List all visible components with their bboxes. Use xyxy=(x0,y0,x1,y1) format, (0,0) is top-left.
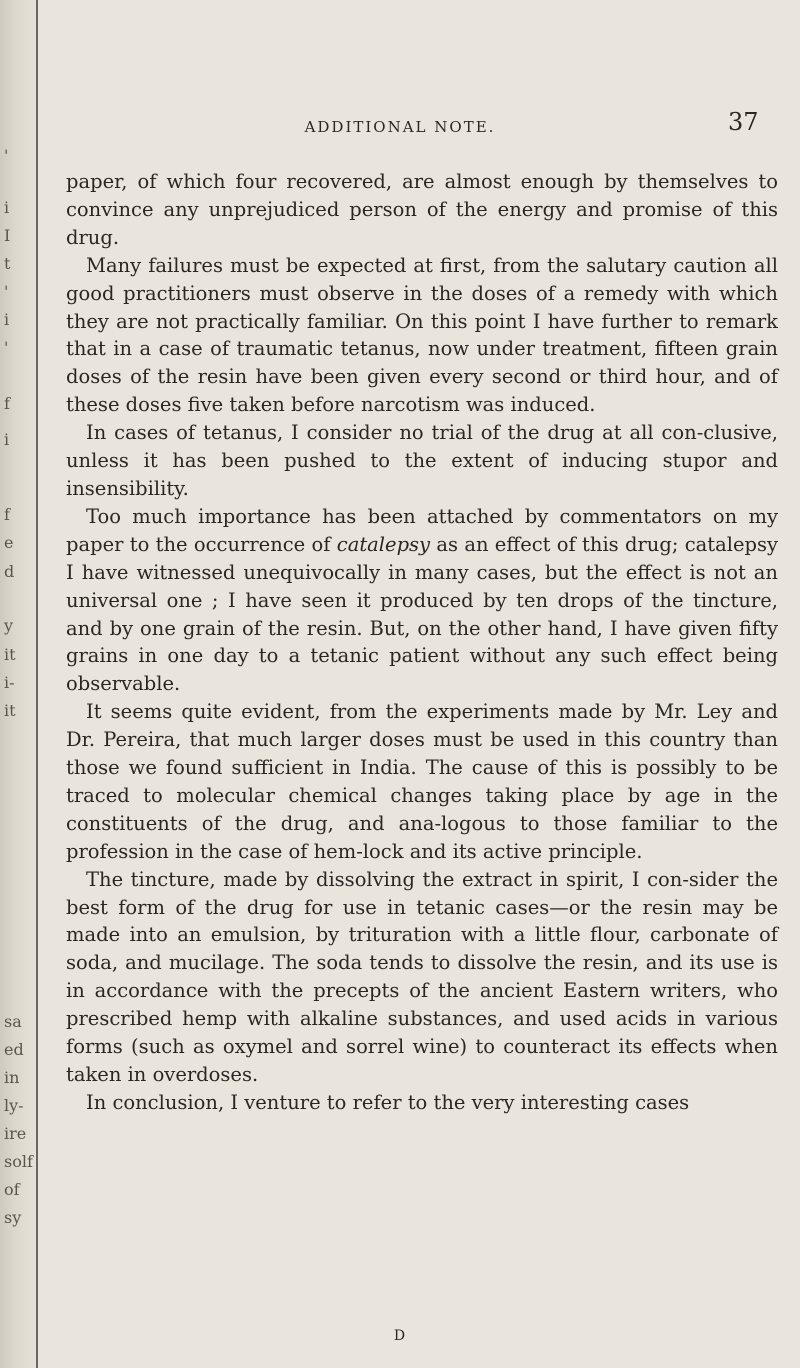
margin-fragment: t xyxy=(4,254,11,273)
margin-fragment: ed xyxy=(4,1040,24,1059)
running-title: ADDITIONAL NOTE. xyxy=(304,118,496,136)
margin-fragment: I xyxy=(4,226,11,245)
paragraph xyxy=(66,503,778,698)
margin-fragment: ire xyxy=(4,1124,27,1143)
binding-edge xyxy=(36,0,38,1368)
margin-fragment: solf xyxy=(4,1152,33,1171)
paragraph-text: Too much importance has been attached by commentators on my paper to the occurrence of xyxy=(66,504,778,556)
margin-fragment: e xyxy=(4,533,14,552)
margin-fragment: sy xyxy=(4,1208,22,1227)
paragraph-text: as an effect of this drug; catalepsy I have witnessed unequivocally in many cases, but the effect is not an universal one ; I have seen it produced by ten drops of the tincture, and by one grain of the resin. But, on the other hand, I have given fifty grains in one day to a tetanic patient without any such effect being observable. xyxy=(66,532,778,696)
margin-fragment: f xyxy=(4,505,10,524)
margin-fragment: of xyxy=(4,1180,20,1199)
margin-fragment: i xyxy=(4,198,10,217)
margin-fragment: sa xyxy=(4,1012,22,1031)
margin-fragment: in xyxy=(4,1068,20,1087)
margin-fragment: d xyxy=(4,562,15,581)
paragraph: The tincture, made by dissolving the extract in spirit, I con-sider the best form of the drug for use in tetanic cases—or the resin may be made into an emulsion, by trituration with a little flour, carbonate of soda, and mucilage. The soda tends to dissolve the resin, and its use is in accordance with the precepts of the ancient Eastern writers, who prescribed hemp with alkaline substances, and used acids in various forms (such as oxymel and sorrel wine) to counteract its effects when taken in overdoses. xyxy=(66,867,778,1086)
paragraph: Many failures must be expected at first, from the salutary caution all good practitioners must observe in the doses of a remedy with which they are not practically familiar. On this point I have further to remark that in a case of traumatic tetanus, now under treatment, fifteen grain doses of the resin have been given every second or third hour, and of these doses five taken before narcotism was induced. xyxy=(66,253,778,417)
margin-fragment: it xyxy=(4,701,16,720)
emphasis-catalepsy: catalepsy xyxy=(336,532,431,556)
paragraph: It seems quite evident, from the experiments made by Mr. Ley and Dr. Pereira, that much larger doses must be used in this country than those we found sufficient in India. The cause of this is possibly to be traced to molecular chemical changes taking place by age in the constituents of the drug, and ana-logous to those familiar to the profession in the case of hem-lock and its active principle. xyxy=(66,700,778,863)
margin-fragment: i xyxy=(4,430,10,449)
paragraph: In conclusion, I venture to refer to the very interesting cases xyxy=(86,1090,690,1114)
margin-fragment: ' xyxy=(4,338,9,357)
margin-fragment: f xyxy=(4,394,10,413)
margin-fragment: i xyxy=(4,310,10,329)
paragraph: In cases of tetanus, I consider no trial of the drug at all con-clusive, unless it has been pushed to the extent of inducing stupor and insensibility. xyxy=(66,421,778,500)
margin-fragment: i- xyxy=(4,673,15,692)
margin-fragment: ly- xyxy=(4,1096,24,1115)
margin-fragment: ' xyxy=(4,282,9,301)
margin-fragment: it xyxy=(4,645,16,664)
margin-fragment: ' xyxy=(4,146,9,165)
body-text xyxy=(66,168,778,1117)
margin-fragment: y xyxy=(4,616,14,635)
signature-mark: D xyxy=(393,1328,407,1344)
page-number: 37 xyxy=(728,108,759,136)
paragraph: paper, of which four recovered, are almost enough by themselves to convince any unprejudiced person of the energy and promise of this drug. xyxy=(66,170,778,249)
